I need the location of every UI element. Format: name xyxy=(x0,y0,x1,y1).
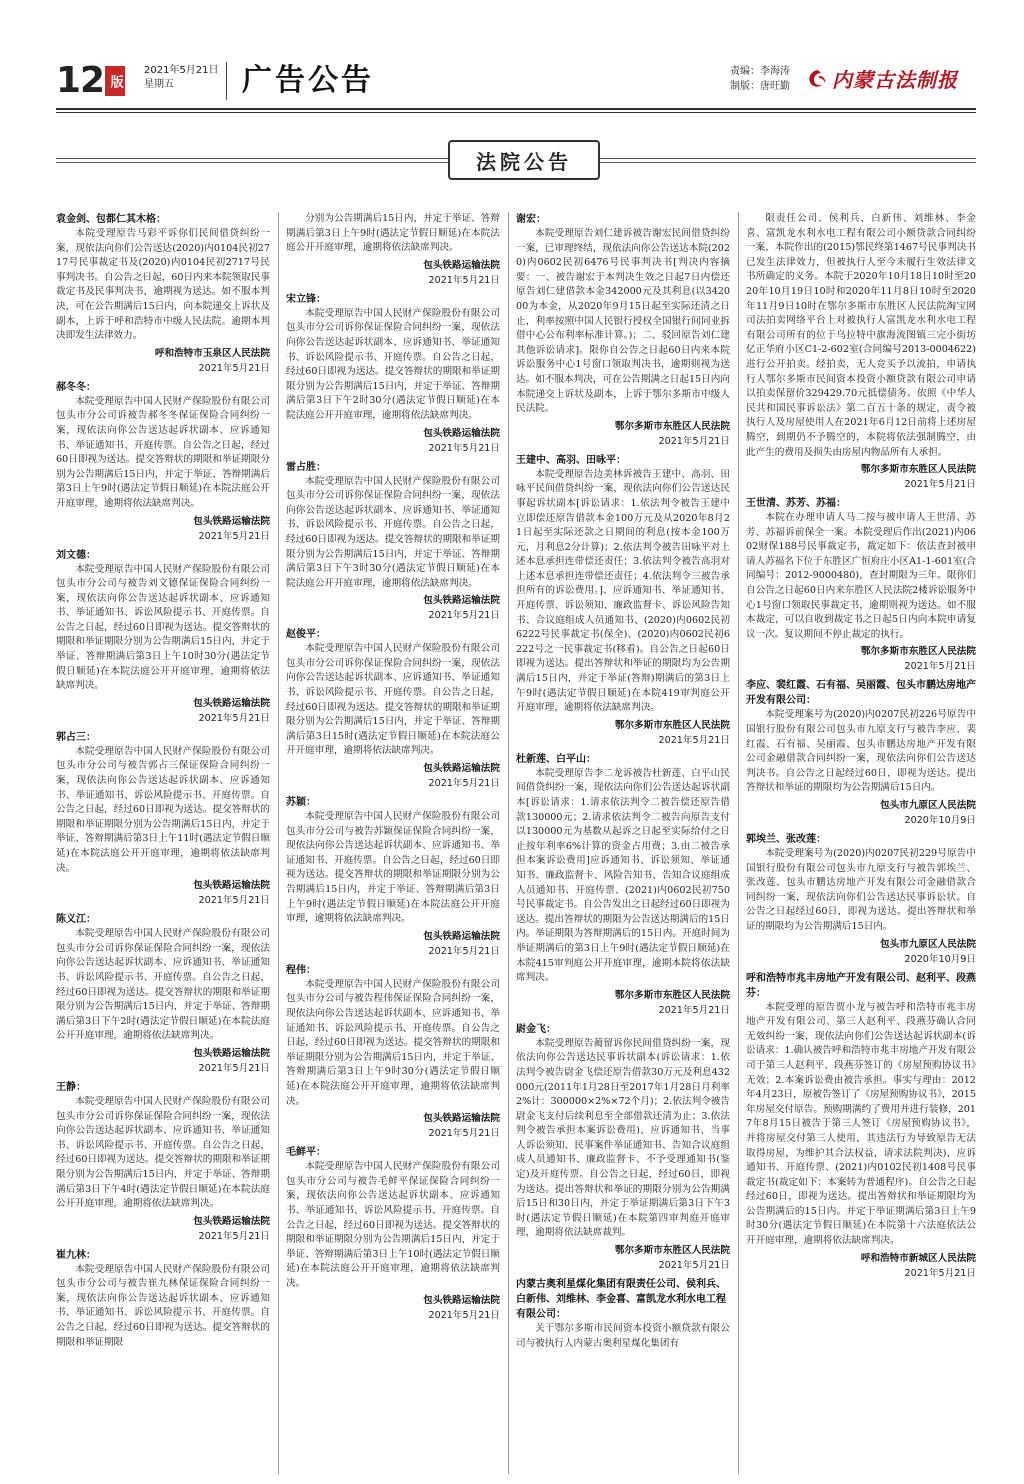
banner-rule-right-2 xyxy=(600,162,976,163)
court-notice xyxy=(286,963,500,1141)
court-notice xyxy=(286,460,500,624)
notice-court: 鄂尔多斯市东胜区人民法院 xyxy=(614,1245,730,1257)
notice-addressee: 王静： xyxy=(56,1081,86,1093)
notice-body: 本院受理原告中国人民财产保险股份有限公司包头市分公司与被告毛鲜平保证保险合同纠纷一案，现依法向你公告送达起诉状副本、应诉通知书、举证通知书、诉讼风险提示书、开庭传票。自公告之日起，经过60日即视为送达。提交答辩状的期限和举证期限分别为公告期满后15日内，并定于举证、答辩期满后第3日上午10时(遇法定节假日顺延)在本院法庭公开开庭审理，逾期将依法缺席判决。 xyxy=(286,1161,500,1289)
notice-body: 本院受理原告中国人民财产保险股份有限公司包头市分公司诉你保证保险合同纠纷一案，现依法向你公告送达起诉状副本、应诉通知书、举证通知书、诉讼风险提示书、开庭传票。自公告之日起，经过60日即视为送达。提交答辩状的期限和举证期限分别为公告期满后15日内，并定于举证、答辩期满后第3日15时(遇法定节假日顺延)在本院法庭公开开庭审理，逾期将依法缺席判决。 xyxy=(286,643,500,757)
designer-credit: 制版：唐旺勤 xyxy=(730,81,790,92)
notice-addressee: 李应、裴红霞、石有福、吴丽霞、包头市鹏达房地产开发有限公司： xyxy=(746,680,976,707)
notice-body: 分别为公告期满后15日内，并定于举证、答辩期满后第3日上午9时(遇法定节假日顺延)在本院法庭公开开庭审理，逾期将依法缺席判决。 xyxy=(286,213,500,254)
notice-body: 本院在办理申请人马二按与被申请人王世清、苏芳、苏福诉前保全一案。本院受理后作出(2021)内0602财保188号民事裁定书，裁定如下：依法查封被申请人苏福名下位于东胜区广恒府庄小区A1-1-601室(合同编号：2012-9000480)，查封期限为三年。限你们自公告之日起60日内来东胜区人民法院2楼诉讼服务中心1号窗口领取民事裁定书，逾期则视为送达。如不服本裁定，可以自收到裁定书之日起5日内向本院申请复议一次。复议期间不停止裁定的执行。 xyxy=(746,512,976,640)
notice-court: 包头铁路运输法院 xyxy=(423,1295,500,1307)
notice-addressee: 内蒙古奥利星煤化集团有限责任公司、侯利兵、白新伟、刘维林、李金喜、富凯龙水利水电工程有限公司： xyxy=(516,1279,726,1321)
notice-body: 本院受理原告蔺留诉你民间借贷纠纷一案，现依法向你公告送达民事诉状副本(诉讼请求：1.依法判令被告尉金飞偿还原告借款30万元及利息432000元(2011年1月28日至2017年1月28日月利率2%计：300000×2%×72个月)；2.依法判令被告尉金飞支付后续利息至全部借款还清为止；3.依法判令被告承担本案诉讼费用)、应诉通知书、当事人诉讼须知、民事案件举证通知书、告知合议庭组成人员通知书、廉政监督卡、不予受理通知书(鉴定)及开庭传票。自公告之日起，经过60日，即视为送达。提出答辩状和举证的期限分别为公告期满后15日和30日内，并定于举证期满后第3日下午3时(遇法定节假日顺延)在本院第四审判庭开庭审理，逾期将依法缺席裁判。 xyxy=(516,1037,730,1239)
notice-addressee: 呼和浩特市兆丰房地产开发有限公司、赵利平、段燕芬： xyxy=(746,972,976,999)
court-notice-banner xyxy=(0,136,1024,184)
notice-date: 2021年5月21日 xyxy=(428,1128,500,1140)
court-notice xyxy=(516,1022,730,1273)
notice-date: 2021年5月21日 xyxy=(428,274,500,286)
court-notice xyxy=(286,292,500,456)
notice-court: 包头铁路运输法院 xyxy=(423,930,500,942)
notice-body: 本院受理原告马彩平诉你们民间借贷纠纷一案，现依法向你们公告送达(2020)内0104民初2717号民事裁定书及(2020)内0104民初2717号民事判决书。自公告之日起，60日内来本院领取民事裁定书及民事判决书，逾期视为送达。如不服本判决，可在公告期满后15日内，向本院递交上诉状及副本，上诉于呼和浩特市中级人民法院。逾期本判决即发生法律效力。 xyxy=(56,228,270,342)
notice-court: 包头铁路运输法院 xyxy=(423,595,500,607)
court-notice xyxy=(746,212,976,492)
notice-date: 2021年5月21日 xyxy=(198,1230,270,1242)
notice-date: 2021年5月21日 xyxy=(428,442,500,454)
notice-addressee: 王世清、苏芳、苏福： xyxy=(746,498,846,510)
notice-court: 呼和浩特市新城区人民法院 xyxy=(860,1252,976,1264)
column-divider xyxy=(738,212,739,1474)
notice-court: 鄂尔多斯市东胜区人民法院 xyxy=(614,420,730,432)
notice-body: 本院受理原告中国人民财产保险股份有限公司包头市分公司诉你保证保险合同纠纷一案，现依法向你公告送达起诉状副本、应诉通知书、举证通知书、诉讼风险提示书、开庭传票。自公告之日起，经过60日即视为送达。提交答辩状的期限和举证期限分别为公告期满后15日内，并定于举证、答辩期满后第3日下午4时(遇法定节假日顺延)在本院法庭公开开庭审理，逾期将依法缺席判决。 xyxy=(56,1095,270,1210)
issue-date-text: 2021年5月21日 xyxy=(144,65,219,76)
court-notice xyxy=(56,212,270,376)
court-notice xyxy=(56,1080,270,1244)
notice-date: 2021年5月21日 xyxy=(658,734,730,746)
court-notice xyxy=(746,496,976,674)
court-notice xyxy=(286,1145,500,1323)
notice-date: 2021年5月21日 xyxy=(904,661,976,673)
notice-date: 2021年5月21日 xyxy=(428,778,500,790)
notice-court: 包头铁路运输法院 xyxy=(423,1113,500,1125)
notice-addressee: 郭占三： xyxy=(56,731,96,743)
notice-date: 2021年5月21日 xyxy=(198,362,270,374)
notice-body: 本院受理原告李二龙诉被告杜新莲、白平山民间借贷纠纷一案，现依法向你们公告送达起诉状副本[诉讼请求：1.请求依法判令二被告偿还原告借款130000元；2.请求依法判令二被告向原告支付以130000元为基数从起诉之日起至实际给付之日止按年利率6%计算的资金占用费；3.由二被告承担本案诉讼费用]应诉通知书、诉讼须知、举证通知书、廉政监督卡、风险告知书、告知合议庭组成人员通知书、开庭传票、(2021)内0602民初750号民事裁定书。自公告发出之日起经过60日即视为送达。提出答辩状的期限为公告送达期满后的15日内。举证期限为答辩期满后的15日内。开庭时间为举证期满后的第3日上午9时(遇法定节假日顺延)在本院415审判庭公开开庭审理，逾期本院将依法缺席判决。 xyxy=(516,767,730,984)
editor-credit: 责编：李海涛 xyxy=(730,66,790,77)
banner-rule-left-2 xyxy=(56,162,448,163)
court-notice xyxy=(516,212,730,449)
notice-date: 2021年5月21日 xyxy=(428,610,500,622)
column-divider xyxy=(278,212,279,1474)
banner-rule-right xyxy=(600,158,976,159)
notice-addressee: 赵俊平： xyxy=(286,629,326,641)
notice-addressee: 杜新莲、白平山： xyxy=(516,753,596,765)
notice-court: 包头铁路运输法院 xyxy=(193,697,270,709)
notice-court: 包头铁路运输法院 xyxy=(423,427,500,439)
banner-rule-left xyxy=(56,158,448,159)
notice-addressee: 苏颖： xyxy=(286,797,316,809)
notice-court: 包头铁路运输法院 xyxy=(423,259,500,271)
notice-court: 包头铁路运输法院 xyxy=(193,1215,270,1227)
court-notice xyxy=(516,752,730,1018)
court-notice xyxy=(56,730,270,908)
court-notice xyxy=(286,212,500,288)
newspaper-name: 内蒙古法制报 xyxy=(832,68,958,92)
notice-body: 本院受理原告中国人民财产保险股份有限公司包头市分公司诉你保证保险合同纠纷一案，现依法向你公告送达起诉状副本、应诉通知书、举证通知书、诉讼风险提示书、开庭传票。自公告之日起，经过60日即视为送达。提交答辩状的期限和举证期限分别为公告期满后15日内，并定于举证、答辩期满后第3日下午2时30分(遇法定节假日顺延)在本院法庭公开开庭审理，逾期将依法缺席判决。 xyxy=(286,307,500,421)
court-notice xyxy=(516,1277,730,1351)
notice-body: 本院受理的原告贾小龙与被告呼和浩特市兆丰房地产开发有限公司、第三人赵利平、段燕芬确认合同无效纠纷一案，现依法向你们公告送达起诉状副本(诉讼请求：1.确认被告呼和浩特市兆丰房地产开发有限公司于第三人赵利平、段燕芬签订的《房屋预购协议书》无效；2.本案诉讼费由被告承担。事实与理由：2012年4月23日，原被告签订了《房屋预购协议书》，2015年房屋交付原告。预购期满约了费用并进行装修，2017年8月15日被告于第三人签订《房屋预购协议书》，并将房屋交付第三人使用，其违法行为导致原告无法取得房屋，为维护其合法权益，请求法院判决)，应诉通知书、开庭传票、(2021)内0102民初1408号民事裁定书(裁定如下：本案转为普通程序)。自公告之日起经过60日，即视为送达。提出答辩状和举证期限均为公告期满后的15日内。并定于举证期满后第3日上午9时30分(遇法定节假日顺延)在本院第十六法庭依法公开开庭审理，逾期将依法缺席判决。 xyxy=(746,1001,976,1247)
court-notice xyxy=(56,1248,270,1351)
notice-court: 包头市九原区人民法院 xyxy=(880,938,976,950)
notice-body: 本院受理原告中国人民财产保险股份有限公司包头市分公司与被告郭占三保证保险合同纠纷一案，现依法向你公告送达起诉状副本、应诉通知书、举证通知书、诉讼风险提示书、开庭传票。自公告之日起，经过60日即视为送达。提交答辩状的期限和举证期限分别为公告期满后15日内，并定于举证、答辩期满后第3日上午11时(遇法定节假日顺延)在本院法庭公开开庭审理，逾期将依法缺席判决。 xyxy=(56,745,270,874)
notice-addressee: 陈义江： xyxy=(56,914,96,926)
notice-body: 本院受理原告中国人民财产保险股份有限公司包头市分公司与被告苏颖保证保险合同纠纷一案，现依法向你公告送达起诉状副本、应诉通知书、举证通知书、开庭传票。自公告之日起，经过60日即视为送达。提交答辩状的期限和举证期限分别为公告期满后15日内，并定于举证、答辩期满后第3日上午9时(遇法定节假日顺延)在本院法庭公开开庭审理，逾期将依法缺席判决。 xyxy=(286,811,500,925)
page-tag: 版 xyxy=(105,66,125,96)
notice-date: 2021年5月21日 xyxy=(658,1004,730,1016)
notice-addressee: 郭埃兰、张改莲： xyxy=(746,834,826,845)
notice-date: 2021年5月21日 xyxy=(198,712,270,724)
court-notice xyxy=(746,971,976,1281)
notice-date: 2021年5月21日 xyxy=(428,1310,500,1322)
notice-court: 包头铁路运输法院 xyxy=(423,763,500,775)
notice-addressee: 崔九林： xyxy=(56,1249,96,1261)
notice-body: 本院受理原告中国人民财产保险股份有限公司包头市分公司诉被告郝冬冬保证保险合同纠纷一案，现依法向你公告送达起诉状副本、应诉通知书、举证通知书、开庭传票。自公告之日起，经过60日即视为送达。提交答辩状的期限和举证期限分别为公告期满后15日内，并定于举证、答辩期满后第3日上午9时(遇法定节假日顺延)在本院法庭公开开庭审理，逾期将依法缺席判决。 xyxy=(56,395,270,509)
notice-addressee: 尉金飞： xyxy=(516,1023,556,1035)
editors-credit xyxy=(730,64,790,94)
notice-addressee: 宋立锋： xyxy=(286,293,326,305)
notice-addressee: 郝冬冬： xyxy=(56,381,96,393)
column-2 xyxy=(286,212,500,1474)
issue-weekday: 星期五 xyxy=(144,79,174,90)
notice-addressee: 毛鲜平： xyxy=(286,1147,326,1159)
banner-title: 法院公告 xyxy=(476,149,572,174)
notice-body: 限责任公司、侯利兵、白新伟、刘维林、李金喜、富凯龙水利水电工程有限公司小额贷款合同纠纷一案，本院作出的(2015)鄂民终第1467号民事判决书已发生法律效力，但被执行人至今未履行生效法律文书所确定的义务。本院于2020年10月18日10时至2020年10月19日10时和2020年11月8日10时至2020年11月9日10时在鄂尔多斯市东胜区人民法院淘宝网司法拍卖网络平台上对被执行人富凯龙水利水电工程有限公司所有的位于乌拉特中旗海流图镇三完小街坊亿正华府小区C1-2-602室(合同编号2013-0004622)进行公开拍卖。经拍卖，无人竞买予以流拍，申请执行人鄂尔多斯市民间资本投资小额贷款有限公司申请以拍卖保留价329429.70元抵偿债务。依照《中华人民共和国民事诉讼法》第二百五十条的规定，责令被执行人及房屋使用人在2021年6月12日前将上述房屋腾空，到期仍不予腾空的，本院将依法强制腾空，由此产生的费用及损失由房屋内物品所有人承担。 xyxy=(746,213,976,458)
issue-date xyxy=(144,64,219,92)
notice-body: 本院受理原告刘仁建诉被告谢宏民间借贷纠纷一案，已审理终结，现依法向你公告送达本院(2020)内0602民初6476号民事判决书[判决内容摘要：一、被告谢宏于本判决生效之日起7日内偿还原告刘仁建借款本金342000元及其利息(以342000为本金，从2020年9月15日起至实际还清之日止，利率按照中国人民银行授权全国银行间同业拆借中心公布利率标准计算。)；二、驳回原告刘仁建其他诉讼请求]。限你自公告之日起60日内来本院诉讼服务中心1号窗口领取判决书，逾期则视为送达。如不服本判决，可在公告期满之日起15日内向本院递交上诉状及副本，上诉于鄂尔多斯市中级人民法院。 xyxy=(516,228,730,415)
notice-addressee: 袁金剑、包都仁其木格： xyxy=(56,214,166,225)
court-notice xyxy=(746,832,976,967)
notice-date: 2021年5月21日 xyxy=(198,1062,270,1074)
notice-body: 关于鄂尔多斯市民间资本投资小额贷款有限公司与被执行人内蒙古奥利星煤化集团有 xyxy=(516,1323,730,1349)
column-divider xyxy=(508,212,509,1474)
notice-date: 2021年5月21日 xyxy=(904,479,976,491)
notice-court: 鄂尔多斯市东胜区人民法院 xyxy=(614,989,730,1001)
court-notice xyxy=(516,453,730,748)
court-notice xyxy=(56,912,270,1076)
notice-body: 本院受理原告中国人民财产保险股份有限公司包头市分公司诉你保证保险合同纠纷一案，现依法向你公告送达起诉状副本、应诉通知书、举证通知书、诉讼风险提示书、开庭传票。自公告之日起，经过60日即视为送达。提交答辩状的期限和举证期限分别为公告期满后15日内，并定于举证、答辩期满后第3日下午2时(遇法定节假日顺延)在本院法庭公开开庭审理，逾期将依法缺席判决。 xyxy=(56,928,270,1042)
court-notice xyxy=(56,380,270,544)
notice-date: 2020年10月9日 xyxy=(904,815,976,826)
newspaper-logo-icon xyxy=(806,68,828,90)
notice-date: 2021年5月21日 xyxy=(198,530,270,542)
notice-body: 本院受理原告中国人民财产保险股份有限公司包头市分公司与被告崔九林保证保险合同纠纷一案，现依法向你公告送达起诉状副本、应诉通知书、举证通知书、诉讼风险提示书、开庭传票。自公告之日起，经过60日即视为送达。提交答辩状的期限和举证期限 xyxy=(56,1263,270,1348)
notice-court: 呼和浩特市玉泉区人民法院 xyxy=(154,347,270,359)
notice-date: 2021年5月21日 xyxy=(658,435,730,447)
masthead-divider xyxy=(226,62,227,100)
notice-date: 2020年10月9日 xyxy=(904,953,976,965)
notice-addressee: 谢宏： xyxy=(516,214,546,225)
notice-body: 本院受理原告边美林诉被告王建中、高羽、田咏平民间借贷纠纷一案，现依法向你们公告送达民事起诉状副本[诉讼请求：1.依法判令被告王建中立即偿还原告借款本金100万元及从2020年8月21日起至实际还款之日期间的利息(按本金100万元，月利息2分计算)；2.依法判令被告田咏平对上述本息承担连带偿还责任；3.依法判令被告高羽对上述本息承担连带偿还责任；4.依法判令三被告承担所有的诉讼费用。]、应诉通知书、举证通知书、开庭传票、诉讼须知、廉政监督卡、诉讼风险告知书、合议庭组成人员通知书、(2020)内0602民初6222号民事裁定书(保全)、(2020)内0602民初6222号之一民事裁定书(移看)。自公告之日起60日即视为送达。提出答辩状和举证的期限均为公告期满后15日内，并定于举证(答辩)期满后的第3日上午9时(遇法定节假日顺延)在本院419审判庭公开开庭审理，逾期将依法缺席判决。 xyxy=(516,468,730,714)
notice-body: 本院受理原告中国人民财产保险股份有限公司包头市分公司诉你保证保险合同纠纷一案，现依法向你公告送达起诉状副本、应诉通知书、举证通知书、诉讼风险提示书、开庭传票。自公告之日起，经过60日即视为送达。提交答辩状的期限和举证期限分别为公告期满后15日内，并定于举证、答辩期满后第3日下午3时30分(遇法定节假日顺延)在本院法庭公开开庭审理，逾期将依法缺席判决。 xyxy=(286,475,500,589)
masthead-rule xyxy=(56,108,976,110)
notice-body: 本院受理原告中国人民财产保险股份有限公司包头市分公司与被告刘文德保证保险合同纠纷一案，现依法向你公告送达起诉状副本、应诉通知书、举证通知书、诉讼风险提示书、开庭传票。自公告之日起，经过60日即视为送达。提交答辩状的期限和举证期限分别为公告期满后15日内，并定于举证、答辩期满后第3日上午10时30分(遇法定节假日顺延)在本院法庭公开开庭审理，逾期将依法缺席判决。 xyxy=(56,563,270,692)
newspaper-brand xyxy=(806,64,958,93)
page-number: 12 xyxy=(56,60,105,101)
court-notice xyxy=(56,548,270,726)
notice-body: 本院受理原告中国人民财产保险股份有限公司包头市分公司与被告程伟保证保险合同纠纷一案，现依法向你公告送达起诉状副本、应诉通知书、举证通知书、诉讼风险提示书、开庭传票。自公告之日起，经过60日即视为送达。提交答辩状的期限和举证期限分别为公告期满后15日内，并定于举证、答辩期满后第3日上午9时30分(遇法定节假日顺延)在本院法庭公开开庭审理，逾期将依法缺席判决。 xyxy=(286,978,500,1107)
notice-body: 本院受理案号为(2020)内0207民初226号原告中国银行股份有限公司包头市九原支行与被告李应、裴红霞、石有福、吴丽霞、包头市鹏达房地产开发有限公司金融借款合同纠纷一案，现依法向你们公告送达判决书。自公告之日起经过60日，即视为送达。提出答辩状和举证的期限均为公告期满后15日内。 xyxy=(746,709,976,794)
notice-date: 2021年5月21日 xyxy=(198,895,270,907)
masthead-rule-thin xyxy=(56,112,976,113)
notice-court: 包头市九原区人民法院 xyxy=(880,800,976,811)
notice-addressee: 刘文德： xyxy=(56,549,96,561)
notice-date: 2021年5月21日 xyxy=(658,1260,730,1272)
column-3 xyxy=(516,212,730,1474)
notice-addressee: 程伟： xyxy=(286,964,316,976)
section-title: 广告公告 xyxy=(242,63,374,98)
notice-addressee: 王建中、高羽、田咏平： xyxy=(516,454,626,466)
page-badge xyxy=(56,62,125,100)
notice-addressee: 雷占胜： xyxy=(286,461,326,473)
notice-court: 包头铁路运输法院 xyxy=(193,515,270,527)
column-4 xyxy=(746,212,976,1474)
column-1 xyxy=(56,212,270,1474)
notice-date: 2021年5月21日 xyxy=(904,1267,976,1279)
notice-court: 包头铁路运输法院 xyxy=(193,880,270,892)
notice-court: 鄂尔多斯市东胜区人民法院 xyxy=(614,719,730,731)
court-notice xyxy=(286,627,500,791)
notice-date: 2021年5月21日 xyxy=(428,945,500,957)
masthead xyxy=(56,60,976,108)
notice-court: 鄂尔多斯市东胜区人民法院 xyxy=(860,646,976,658)
banner-box xyxy=(448,140,600,180)
notice-court: 包头铁路运输法院 xyxy=(193,1047,270,1059)
notice-court: 鄂尔多斯市东胜区人民法院 xyxy=(860,464,976,476)
notice-body: 本院受理案号为(2020)内0207民初229号原告中国银行股份有限公司包头市九原支行与被告郭埃兰、张改莲、包头市鹏达房地产开发有限公司金融借款合同纠纷一案，现依法向你们公告送达民事诉讼状。自公告之日起经过60日，即视为送达。提出答辩状和举证的期限均为公告期满后15日内。 xyxy=(746,848,976,932)
court-notice xyxy=(746,678,976,828)
notice-columns xyxy=(56,212,976,1474)
court-notice xyxy=(286,795,500,959)
